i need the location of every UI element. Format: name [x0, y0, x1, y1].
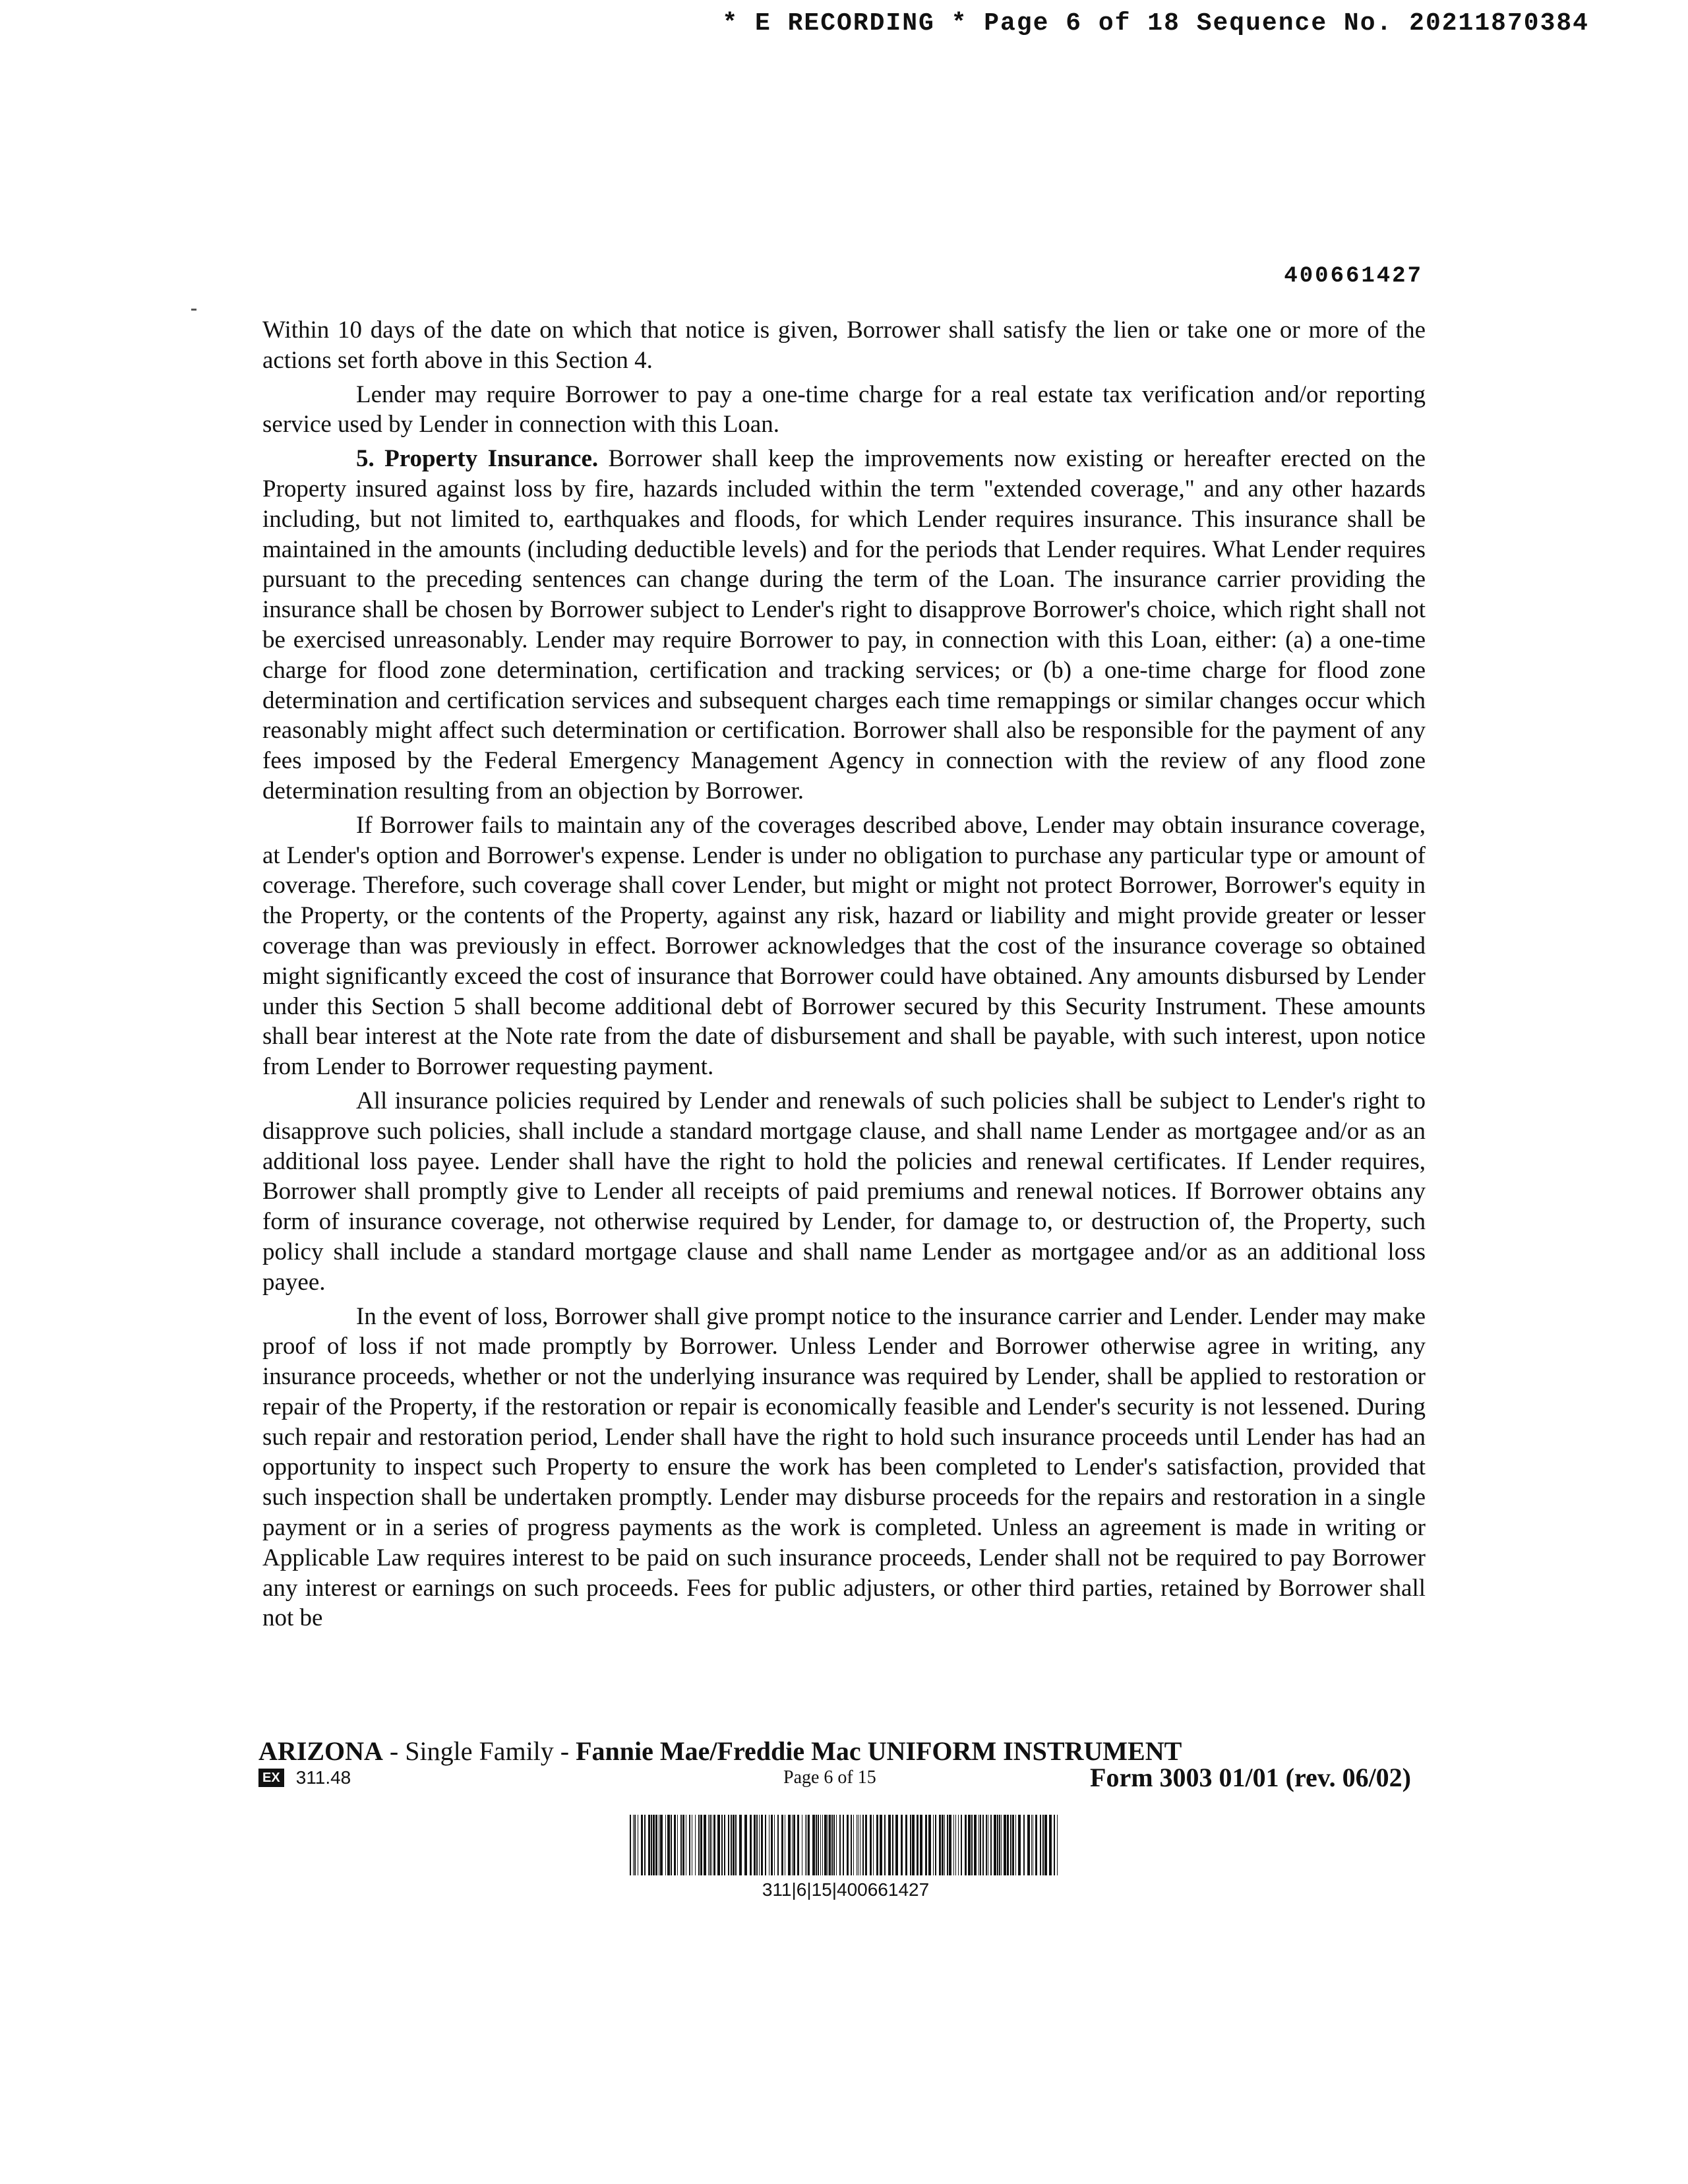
footer-title: [258, 1736, 1182, 1767]
footer-code-row: [258, 1767, 351, 1788]
document-body: [262, 315, 1426, 1637]
footer-form-number: Form 3003 01/01 (rev. 06/02): [1090, 1763, 1411, 1792]
ex-logo-icon: EX: [258, 1769, 284, 1787]
paragraph-text: Borrower shall keep the improvements now existing or hereafter erected on the Property insured against loss by fire, hazards included within the term "extended coverage," and any other hazards including, but not limited to, earthquakes and floods, for which Lender requires insurance. This insurance shall be maintained in the amounts (including deductible levels) and for the periods that Lender requires. What Lender requires pursuant to the preceding sentences can change during the term of the Loan. The insurance carrier providing the insurance shall be chosen by Borrower subject to Lender's right to disapprove Borrower's choice, which right shall not be exercised unreasonably. Lender may require Borrower to pay, in connection with this Loan, either: (a) a one-time charge for flood zone determination, certification and tracking services; or (b) a one-time charge for flood zone determination and certification services and subsequent charges each time remappings or similar changes occur which reasonably might affect such determination or certification. Borrower shall also be responsible for the payment of any fees imposed by the Federal Emergency Management Agency in connection with the review of any flood zone determination resulting from an objection by Borrower.: [262, 445, 1426, 804]
barcode-image: [630, 1815, 1062, 1875]
paragraph-tax-verification: [262, 380, 1426, 440]
footer-page-number: Page 6 of 15: [783, 1767, 876, 1788]
loan-number: 400661427: [1284, 264, 1423, 289]
section-heading: 5. Property Insurance.: [356, 445, 599, 473]
paragraph-text: If Borrower fails to maintain any of the coverages described above, Lender may obtain insurance coverage, at Lender's option and Borrower's expense. Lender is under no obligation to purchase any particular type or amount of coverage. Therefore, such coverage shall cover Lender, but might or might not protect Borrower, Borrower's equity in the Property, or the contents of the Property, against any risk, hazard or liability and might provide greater or lesser coverage than was previously in effect. Borrower acknowledges that the cost of the insurance coverage so obtained might significantly exceed the cost of insurance that Borrower could have obtained. Any amounts disbursed by Lender under this Section 5 shall become additional debt of Borrower secured by this Security Instrument. These amounts shall bear interest at the Note rate from the date of disbursement and shall be payable, with such interest, upon notice from Lender to Borrower requesting payment.: [262, 811, 1426, 1081]
footer-state: ARIZONA: [258, 1736, 383, 1766]
paragraph-continuation: [262, 315, 1426, 376]
paragraph-text: In the event of loss, Borrower shall give prompt notice to the insurance carrier and Lender. Lender may make proof of loss if not made promptly by Borrower. Unless Lender and Borrower otherwise agree in writing, any insurance proceeds, whether or not the underlying insurance was required by Lender, shall be applied to restoration or repair of the Property, if the restoration or repair is economically feasible and Lender's security is not lessened. During such repair and restoration period, Lender shall have the right to hold such insurance proceeds until Lender has had an opportunity to inspect such Property to ensure the work has been completed to Lender's satisfaction, provided that such inspection shall be undertaken promptly. Lender may disburse proceeds for the repairs and restoration in a single payment or in a series of progress payments as the work is completed. Unless an agreement is made in writing or Applicable Law requires interest to be paid on such insurance proceeds, Lender shall not be required to pay Borrower any interest or earnings on such proceeds. Fees for public adjusters, or other third parties, retained by Borrower shall not be: [262, 1302, 1426, 1632]
paragraph-coverage-failure: [262, 810, 1426, 1082]
paragraph-insurance-policies: [262, 1086, 1426, 1298]
recording-header: * E RECORDING * Page 6 of 18 Sequence No. 20211870384: [722, 9, 1589, 38]
barcode-caption: 311|6|15|400661427: [762, 1879, 930, 1900]
paragraph-property-insurance: [262, 444, 1426, 806]
paragraph-text: Within 10 days of the date on which that notice is given, Borrower shall satisfy the lien or take one or more of the actions set forth above in this Section 4.: [262, 317, 1426, 374]
scan-speck: [191, 309, 196, 311]
paragraph-event-of-loss: [262, 1302, 1426, 1634]
paragraph-text: All insurance policies required by Lender and renewals of such policies shall be subject to Lender's right to disapprove such policies, shall include a standard mortgage clause, and shall name Lender as mortgagee and/or as an additional loss payee. Lender shall have the right to hold the policies and renewal certificates. If Lender requires, Borrower shall promptly give to Lender all receipts of paid premiums and renewal notices. If Borrower obtains any form of insurance coverage, not otherwise required by Lender, for damage to, or destruction of, the Property, such policy shall include a standard mortgage clause and shall name Lender as mortgagee and/or as an additional loss payee.: [262, 1087, 1426, 1296]
paragraph-text: Lender may require Borrower to pay a one-time charge for a real estate tax verification and/or reporting service used by Lender in connection with this Loan.: [262, 380, 1426, 439]
footer-separator: - Single Family -: [382, 1736, 576, 1766]
footer-instrument: Fannie Mae/Freddie Mac UNIFORM INSTRUMENT: [576, 1736, 1182, 1766]
footer-code: 311.48: [295, 1767, 351, 1788]
